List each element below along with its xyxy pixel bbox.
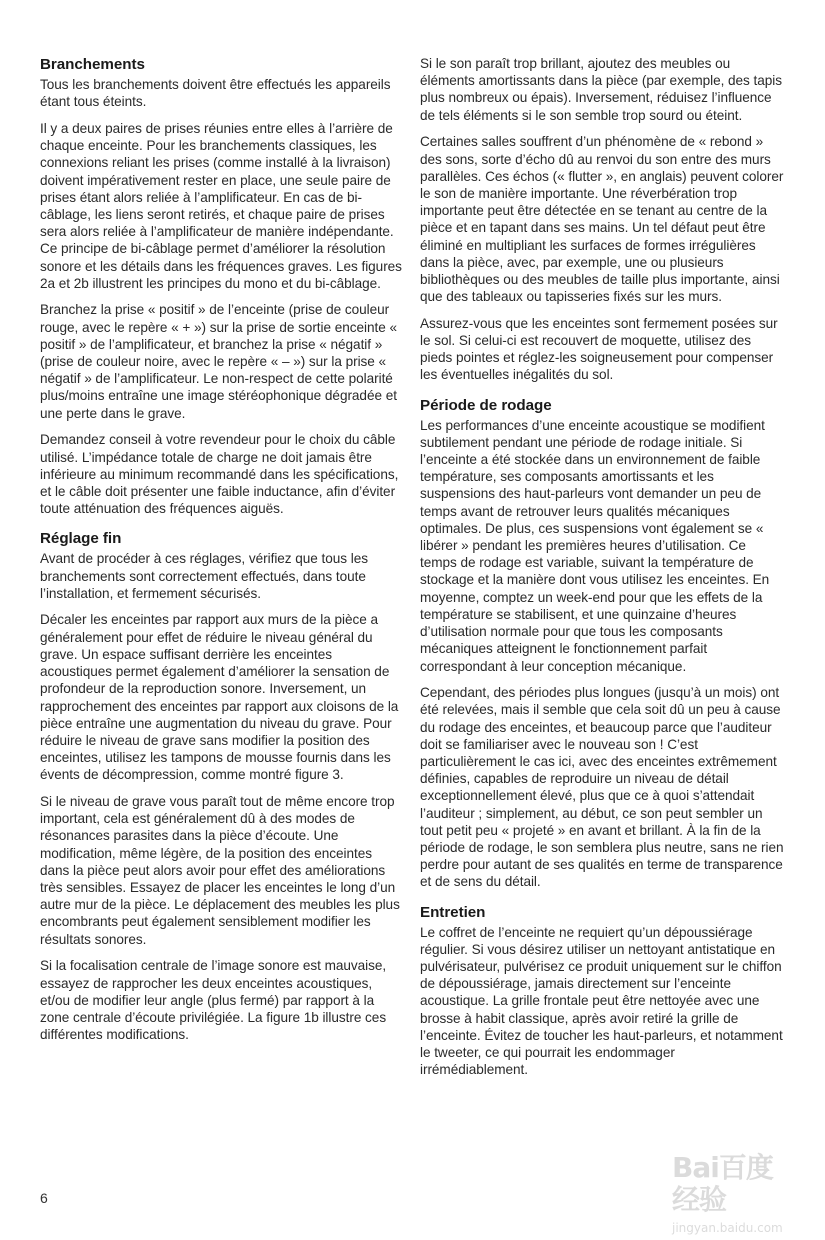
paragraph: Avant de procéder à ces réglages, vérifiez que tous les branchements sont correctement effectués, dans toute l’installation, et fermement sécurisés. <box>40 551 368 601</box>
watermark-brand: Bai百度经验 <box>672 1151 773 1216</box>
section-periode-de-rodage <box>420 396 785 891</box>
paragraph: Les performances d’une enceinte acoustique se modifient subtilement pendant une période de rodage initiale. Si l’enceinte a été stockée dans un environnement de faible température, ses composants amortissants et les suspensions des haut-parleurs vont demander un peu de temps avant de retrouver leurs qualités mécaniques optimales. De plus, ces suspensions vont également se « libérer » pendant les premières heures d’utilisation. Ce temps de rodage est variable, suivant la température de stockage et la manière dont vous utilisez les enceintes. En moyenne, comptez un week-end pour que les effets de la température se stabilisent, et une quinzaine d’heures d’utilisation normale pour que tous les composants mécaniques atteignent le fonctionnement parfait correspondant à leur conception mécanique. <box>420 417 770 674</box>
watermark-url: jingyan.baidu.com <box>672 1221 783 1235</box>
paragraph: Décaler les enceintes par rapport aux murs de la pièce a généralement pour effet de réduire le niveau général du grave. Un espace suffisant derrière les enceintes acoustiques permet également d’améliorer la sensation de profondeur de la reproduction sonore. Inversement, un rapprochement des enceintes par rapport aux cloisons de la pièce entraîne une augmentation du niveau du grave. Pour réduire le niveau de grave sans modifier la position des enceintes, utilisez les tampons de mousse fournis dans les évents de décompression, comme montré figure 3. <box>40 612 399 783</box>
heading-branchements: Branchements <box>40 56 145 73</box>
section-reglage-suite <box>420 55 785 384</box>
left-column <box>40 55 402 1053</box>
paragraph: Tous les branchements doivent être effectués les appareils étant tous éteints. <box>40 77 391 110</box>
heading-periode-de-rodage: Période de rodage <box>420 396 552 414</box>
paragraph: Cependant, des périodes plus longues (jusqu’à un mois) ont été relevées, mais il semble que cela soit dû un peu à cause du rodage des enceintes, et beaucoup parce que l’auditeur doit se familiariser avec le nouveau son ! C’est particulièrement le cas ici, avec des enceintes extrêmement définies, capables de reproduire un niveau de détail exceptionnellement élevé, plus que ce à quoi s’attendait l’auditeur ; simplement, au début, ce son peut sembler un tout petit peu « projeté » en avant et brillant. À la fin de la période de rodage, le son semblera plus neutre, sans ne rien perdre pour autant de ses qualités en terme de transparence et de sens du détail. <box>420 685 784 890</box>
section-reglage-fin <box>40 529 402 1043</box>
paragraph: Si le son paraît trop brillant, ajoutez des meubles ou éléments amortissants dans la pièce (par exemple, des tapis plus nombreux ou épais). Inversement, réduisez l’influence de tels éléments si le son semble trop sourd ou éteint. <box>420 56 782 123</box>
section-branchements <box>40 55 402 517</box>
heading-entretien: Entretien <box>420 903 486 921</box>
page-number: 6 <box>40 1190 48 1206</box>
paragraph: Branchez la prise « positif » de l’enceinte (prise de couleur rouge, avec le repère « + ») sur la prise de sortie enceinte « positif » de l’amplificateur, et branchez la prise « négatif » (prise de couleur noire, avec le repère « – ») sur la prise « négatif » de l’amplificateur. Le non-respect de cette polarité plus/moins entraîne une image stéréophonique dégradée et une perte dans le grave. <box>40 302 397 421</box>
section-entretien <box>420 903 785 1079</box>
paragraph: Demandez conseil à votre revendeur pour le choix du câble utilisé. L’impédance totale de charge ne doit jamais être inférieure au minimum recommandé dans les spécifications, et le câble doit présenter une faible inductance, afin d’éviter toute atténuation des fréquences aiguës. <box>40 432 399 517</box>
watermark <box>672 1151 792 1235</box>
paragraph: Assurez-vous que les enceintes sont fermement posées sur le sol. Si celui-ci est recouvert de moquette, utilisez des pieds pointes et réglez-les soigneusement pour compenser les éventuelles inégalités du sol. <box>420 315 778 383</box>
paragraph: Si la focalisation centrale de l’image sonore est mauvaise, essayez de rapprocher les deux enceintes acoustiques, et/ou de modifier leur angle (plus fermé) par rapport à la zone centrale d’écoute privilégiée. La figure 1b illustre ces différentes modifications. <box>40 958 387 1043</box>
right-column <box>420 55 785 1088</box>
paragraph: Si le niveau de grave vous paraît tout de même encore trop important, cela est généralement dû à des modes de résonances parasites dans la pièce d’écoute. Une modification, même légère, de la position des enceintes dans la pièce peut alors avoir pour effet des améliorations très sensibles. Essayez de placer les enceintes le long d’un autre mur de la pièce. Le déplacement des meubles les plus encombrants peut également sensiblement modifier les résultats sonores. <box>40 794 400 947</box>
paragraph: Le coffret de l’enceinte ne requiert qu’un dépoussiérage régulier. Si vous désirez utiliser un nettoyant antistatique en pulvérisateur, pulvérisez ce produit uniquement sur le chiffon de dépoussiérage, jamais directement sur l’enceinte acoustique. La grille frontale peut être nettoyée avec une brosse à habit classique, après avoir retiré la grille de l’enceinte. Évitez de toucher les haut-parleurs, et notamment le tweeter, ce qui pourrait les endommager irrémédiablement. <box>420 924 783 1078</box>
paragraph: Certaines salles souffrent d’un phénomène de « rebond » des sons, sorte d’écho dû au renvoi du son entre des murs parallèles. Ces échos (« flutter », en anglais) peuvent colorer le son de manière importante. Une réverbération trop importante peut être détectée en se tenant au centre de la pièce et en tapant dans ses mains. Un tel défaut peut être éliminé en multipliant les surfaces de formes irrégulières dans la pièce, avec, par exemple, une ou plusieurs bibliothèques ou des meubles de taille plus importante, ainsi que des tableaux ou tapisseries fixés sur les murs. <box>420 134 784 305</box>
paragraph: Il y a deux paires de prises réunies entre elles à l’arrière de chaque enceinte. Pour les branchements classiques, les connexions reliant les prises (comme installé à la livraison) doivent impérativement rester en place, une seule paire de prises étant alors reliée à l’amplificateur. En cas de bi-câblage, les liens seront retirés, et chaque paire de prises sera alors reliée à l’amplificateur de manière indépendante. Ce principe de bi-câblage permet d’améliorer la résolution sonore et les détails dans les fréquences graves. Les figures 2a et 2b illustrent les principes du mono et du bi-câblage. <box>40 120 402 291</box>
heading-reglage-fin: Réglage fin <box>40 530 122 548</box>
